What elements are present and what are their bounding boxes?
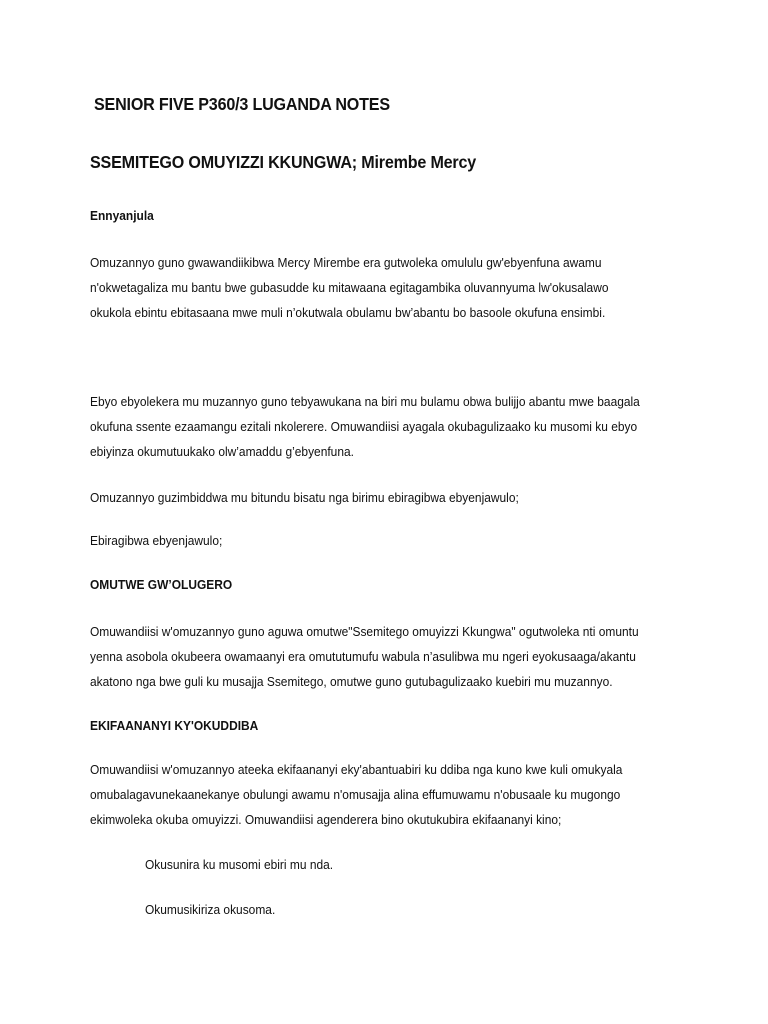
paragraph-line: okukola ebintu ebitasaana mwe muli n’okutwala obulamu bw’abantu bo basoole okufuna ensimbi. xyxy=(90,305,606,320)
section-heading-ennyanjula: Ennyanjula xyxy=(90,208,154,223)
section-heading-omutwe: OMUTWE GW’OLUGERO xyxy=(90,577,233,592)
list-item: Okusunira ku musomi ebiri mu nda. xyxy=(145,857,334,872)
paragraph-second xyxy=(90,389,679,464)
paragraph-line: n'okwetagaliza mu bantu bwe gubasudde ku mitawaana egitagambika oluvannyuma lw'okusalawo xyxy=(90,280,609,295)
paragraph-line: Ebyo ebyolekera mu muzannyo guno tebyawukana na biri mu bulamu obwa bulijjo abantu mwe baagala xyxy=(90,394,640,409)
paragraph-line: ebiyinza okumutuukako olw’amaddu g’ebyenfuna. xyxy=(90,444,354,459)
document-title: SENIOR FIVE P360/3 LUGANDA NOTES xyxy=(94,94,390,114)
paragraph-structure xyxy=(90,485,679,510)
paragraph-intro xyxy=(90,250,679,325)
paragraph-line: omubalagavunekaanekanye obulungi awamu n'omusajja alina effumuwamu n'obusaale ku mugongo xyxy=(90,787,621,802)
paragraph-line: okufuna ssente ezaamangu ezitali nkolerere. Omuwandiisi ayagala okubagulizaako ku musomi ku ebyo xyxy=(90,419,638,434)
paragraph-ekifaananyi xyxy=(90,757,679,832)
paragraph-omutwe xyxy=(90,619,679,694)
paragraph-line: Ebiragibwa ebyenjawulo; xyxy=(90,533,223,548)
section-heading-ekifaananyi: EKIFAANANYI KY'OKUDDIBA xyxy=(90,718,259,733)
list-item: Okumusikiriza okusoma. xyxy=(145,902,276,917)
paragraph-line: ekimwoleka okuba omuyizzi. Omuwandiisi agenderera bino okutukubira ekifaananyi kino; xyxy=(90,812,562,827)
paragraph-line: yenna asobola okubeera owamaanyi era omututumufu wabula n’asulibwa mu ngeri eyokusaaga/akantu xyxy=(90,649,636,664)
document-subtitle: SSEMITEGO OMUYIZZI KKUNGWA; Mirembe Mercy xyxy=(90,152,477,172)
paragraph-line: Omuwandiisi w'omuzannyo ateeka ekifaananyi eky'abantuabiri ku ddiba nga kuno kwe kuli omukyala xyxy=(90,762,623,777)
paragraph-line: Omuzannyo guzimbiddwa mu bitundu bisatu nga birimu ebiragibwa ebyenjawulo; xyxy=(90,490,519,505)
paragraph-ebiragibwa xyxy=(90,528,679,553)
paragraph-line: akatono nga bwe guli ku musajja Ssemitego, omutwe guno gutubagulizaako kuebiri mu muzannyo. xyxy=(90,674,613,689)
paragraph-line: Omuzannyo guno gwawandiikibwa Mercy Mirembe era gutwoleka omululu gw'ebyenfuna awamu xyxy=(90,255,602,270)
paragraph-line: Omuwandiisi w'omuzannyo guno aguwa omutwe"Ssemitego omuyizzi Kkungwa" ogutwoleka nti omuntu xyxy=(90,624,639,639)
